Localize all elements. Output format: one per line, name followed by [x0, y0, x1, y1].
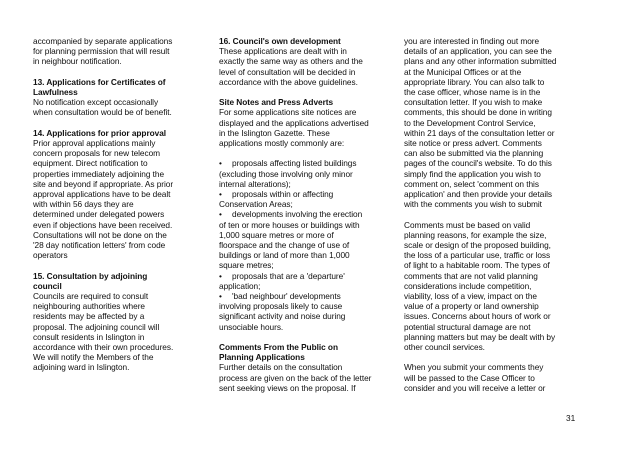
text-line	[219, 373, 395, 383]
heading-line	[33, 128, 211, 138]
line-text: value of a property or land ownership	[404, 301, 539, 312]
text-line	[33, 148, 211, 158]
bullet-icon: •	[219, 209, 222, 220]
line-text: even if objections have been received.	[33, 219, 173, 230]
line-text: viability, loss of a view, impact on the	[404, 291, 537, 302]
line-text: level of consultation will be decided in	[219, 66, 356, 77]
line-text: 14. Applications for prior approval	[33, 127, 167, 138]
text-line	[219, 260, 395, 270]
text-line	[219, 311, 395, 321]
line-text: Further details on the consultation	[219, 362, 343, 373]
line-text: comments, this should be done in writing	[404, 107, 552, 118]
line-text: exactly the same way as others and the	[219, 56, 363, 67]
paragraph-spacer	[33, 260, 211, 270]
paragraph	[219, 107, 395, 148]
heading-line	[33, 87, 211, 97]
line-text: We will notify the Members of the	[33, 352, 154, 363]
text-line	[33, 352, 211, 362]
line-text: 'bad neighbour' developments	[232, 291, 341, 302]
line-text: can also be submitted via the planning	[404, 148, 544, 159]
line-text: developments involving the erection	[232, 209, 363, 220]
line-text: proposals within or affecting	[232, 189, 334, 200]
paragraph-spacer	[219, 332, 395, 342]
text-line	[219, 56, 395, 66]
line-text: involving proposals likely to cause	[219, 301, 343, 312]
paragraph-spacer	[404, 209, 584, 219]
text-line	[404, 240, 584, 250]
heading-line	[33, 77, 211, 87]
line-text: consider and you will receive a letter or	[404, 382, 546, 393]
bullet-item	[219, 158, 395, 189]
line-text: accordance with the above guidelines.	[219, 76, 358, 87]
line-text: 16. Council's own development	[219, 36, 341, 46]
line-text: Comments must be based on valid	[404, 219, 531, 230]
section-heading	[33, 128, 211, 138]
paragraph-spacer	[33, 67, 211, 77]
text-line	[404, 118, 584, 128]
text-line	[219, 67, 395, 77]
text-line	[219, 77, 395, 87]
text-line	[404, 36, 584, 46]
line-text: scale or design of the proposed building,	[404, 240, 551, 251]
text-line	[33, 107, 211, 117]
line-text: at the Municipal Offices or at the	[404, 66, 522, 77]
bullet-item	[219, 189, 395, 209]
heading-line	[219, 97, 395, 107]
line-text: Comments From the Public on	[219, 342, 338, 353]
line-text: will be passed to the Case Officer to	[404, 372, 535, 383]
line-text: in the Islington Gazette. These	[219, 127, 330, 138]
line-text: other council services.	[404, 342, 485, 353]
line-text: with the comments you wish to submit	[404, 199, 542, 210]
text-line	[33, 332, 211, 342]
line-text: site and beyond if appropriate. As prior	[33, 178, 174, 189]
line-text: '28 day notification letters' from code	[33, 240, 166, 251]
paragraph	[219, 46, 395, 87]
text-line	[33, 199, 211, 209]
paragraph-spacer	[219, 148, 395, 158]
line-text: consult residents in Islington in	[33, 331, 145, 342]
line-text: unsociable hours.	[219, 321, 284, 332]
text-line	[219, 199, 395, 209]
text-line	[404, 291, 584, 301]
line-text: proposals affecting listed buildings	[232, 158, 357, 169]
paragraph	[33, 36, 211, 67]
text-line	[404, 138, 584, 148]
line-text: neighbouring authorities where	[33, 301, 145, 312]
line-text: comment on, select 'comment on this	[404, 178, 539, 189]
text-line	[219, 240, 395, 250]
text-line	[404, 301, 584, 311]
line-text: Site Notes and Press Adverts	[219, 97, 334, 108]
line-text: Consultations will not be done on the	[33, 229, 167, 240]
line-text: to the Development Control Service,	[404, 117, 536, 128]
line-text: operators	[33, 250, 68, 261]
text-line	[219, 118, 395, 128]
text-line	[219, 189, 395, 199]
paragraph	[33, 138, 211, 260]
text-line	[33, 158, 211, 168]
line-text: considerations include competition,	[404, 280, 532, 291]
line-text: proposal. The adjoining council will	[33, 321, 160, 332]
line-text: of light to a habitable room. The types of	[404, 260, 550, 271]
text-line	[404, 383, 584, 393]
text-line	[404, 148, 584, 158]
paragraph	[33, 291, 211, 373]
bullet-icon: •	[219, 270, 222, 281]
text-line	[404, 158, 584, 168]
text-line	[219, 322, 395, 332]
line-text: accordance with their own procedures.	[33, 342, 174, 353]
line-text: These applications are dealt with in	[219, 46, 347, 57]
line-text: Conservation Areas;	[219, 199, 293, 210]
text-line	[404, 128, 584, 138]
text-line	[219, 46, 395, 56]
text-line	[404, 332, 584, 342]
line-text: Councils are required to consult	[33, 291, 149, 302]
line-text: concern proposals for new telecom	[33, 148, 161, 159]
text-line	[219, 250, 395, 260]
section-heading	[33, 77, 211, 97]
line-text: when consultation would be of benefit.	[33, 107, 172, 118]
line-text: for planning permission that will result	[33, 46, 170, 57]
paragraph	[404, 36, 584, 209]
text-line	[219, 179, 395, 189]
text-line	[404, 179, 584, 189]
text-line	[33, 291, 211, 301]
text-line	[219, 128, 395, 138]
line-text: buildings or land of more than 1,000	[219, 250, 350, 261]
line-text: issues. Concerns about hours of work or	[404, 311, 551, 322]
line-text: internal alterations);	[219, 178, 291, 189]
line-text: properties immediately adjoining the	[33, 168, 165, 179]
line-text: 1,000 square metres or more of	[219, 229, 334, 240]
line-text: the case officer, whose name is in the	[404, 87, 541, 98]
paragraph-spacer	[219, 87, 395, 97]
text-line	[219, 301, 395, 311]
line-text: potential structural damage are not	[404, 321, 531, 332]
text-line	[404, 77, 584, 87]
section-heading	[219, 97, 395, 107]
section-heading	[33, 271, 211, 291]
text-line	[219, 271, 395, 281]
text-line	[33, 362, 211, 372]
text-line	[33, 250, 211, 260]
text-line	[33, 138, 211, 148]
line-text: approval applications have to be dealt	[33, 189, 171, 200]
text-line	[33, 220, 211, 230]
text-line	[404, 230, 584, 240]
text-line	[33, 301, 211, 311]
paragraph	[219, 362, 395, 393]
text-line	[219, 209, 395, 219]
text-line	[219, 230, 395, 240]
text-line	[219, 383, 395, 393]
text-line	[219, 220, 395, 230]
paragraph	[404, 220, 584, 353]
line-text: in neighbour notification.	[33, 56, 122, 67]
line-text: displayed and the applications advertised	[219, 117, 369, 128]
text-line	[33, 240, 211, 250]
text-line	[404, 250, 584, 260]
text-line	[33, 179, 211, 189]
line-text: For some applications site notices are	[219, 107, 357, 118]
line-text: you are interested in finding out more	[404, 36, 540, 46]
bullet-item	[219, 209, 395, 270]
line-text: site notice or press advert. Comments	[404, 138, 542, 149]
text-line	[219, 169, 395, 179]
paragraph	[33, 97, 211, 117]
bullet-icon: •	[219, 189, 222, 200]
line-text: 15. Consultation by adjoining	[33, 270, 148, 281]
text-line	[404, 56, 584, 66]
line-text: process are given on the back of the letter	[219, 372, 372, 383]
text-line	[404, 97, 584, 107]
line-text: equipment. Direct notification to	[33, 158, 148, 169]
text-line	[404, 362, 584, 372]
line-text: planning reasons, for example the size,	[404, 229, 547, 240]
line-text: applications mostly commonly are:	[219, 138, 345, 149]
bullet-item	[219, 291, 395, 332]
line-text: (excluding those involving only minor	[219, 168, 353, 179]
paragraph-spacer	[33, 118, 211, 128]
line-text: accompanied by separate applications	[33, 36, 173, 46]
line-text: 13. Applications for Certificates of	[33, 76, 166, 87]
text-line	[404, 107, 584, 117]
line-text: consultation letter. If you wish to make	[404, 97, 543, 108]
line-text: within 21 days of the consultation letter or	[404, 127, 555, 138]
text-line	[33, 36, 211, 46]
bullet-icon: •	[219, 291, 222, 302]
line-text: of ten or more houses or buildings with	[219, 219, 360, 230]
text-line	[404, 281, 584, 291]
column-1	[33, 36, 211, 373]
paragraph	[404, 362, 584, 393]
line-text: Lawfulness	[33, 87, 78, 97]
text-line	[219, 138, 395, 148]
line-text: simply find the application you wish to	[404, 168, 541, 179]
text-line	[404, 311, 584, 321]
text-line	[404, 271, 584, 281]
text-line	[33, 230, 211, 240]
text-line	[404, 189, 584, 199]
line-text: council	[33, 280, 62, 291]
line-text: the loss of a particular use, traffic or loss	[404, 250, 551, 261]
line-text: planning matters but may be dealt with by	[404, 331, 556, 342]
text-line	[219, 158, 395, 168]
text-line	[33, 322, 211, 332]
text-line	[404, 46, 584, 56]
text-line	[33, 56, 211, 66]
heading-line	[33, 271, 211, 281]
line-text: When you submit your comments they	[404, 362, 544, 373]
page-number: 31	[566, 413, 576, 423]
line-text: plans and any other information submitted	[404, 56, 557, 67]
text-line	[33, 311, 211, 321]
bullet-icon: •	[219, 158, 222, 169]
text-line	[404, 67, 584, 77]
line-text: details of an application, you can see the	[404, 46, 552, 57]
line-text: Prior approval applications mainly	[33, 138, 156, 148]
text-line	[404, 373, 584, 383]
text-line	[404, 199, 584, 209]
heading-line	[219, 36, 395, 46]
heading-line	[219, 342, 395, 352]
heading-line	[33, 281, 211, 291]
column-2	[219, 36, 395, 393]
text-line	[33, 209, 211, 219]
text-line	[404, 260, 584, 270]
text-line	[404, 87, 584, 97]
text-line	[219, 291, 395, 301]
text-line	[404, 220, 584, 230]
text-line	[404, 169, 584, 179]
text-line	[33, 46, 211, 56]
line-text: sent seeking views on the proposal. If	[219, 382, 356, 393]
section-heading	[219, 36, 395, 46]
text-line	[33, 169, 211, 179]
line-text: pages of the council's website. To do this	[404, 158, 552, 169]
line-text: comments that are not valid planning	[404, 270, 538, 281]
text-line	[33, 189, 211, 199]
section-heading	[219, 342, 395, 362]
line-text: application' and then provide your details	[404, 189, 553, 200]
text-line	[404, 342, 584, 352]
line-text: No notification except occasionally	[33, 97, 159, 108]
line-text: application;	[219, 280, 261, 291]
heading-line	[219, 352, 395, 362]
line-text: proposals that are a 'departure'	[232, 270, 345, 281]
line-text: residents may be affected by a	[33, 311, 145, 322]
text-line	[219, 107, 395, 117]
line-text: Planning Applications	[219, 352, 305, 363]
line-text: adjoining ward in Islington.	[33, 362, 130, 373]
bullet-item	[219, 271, 395, 291]
text-line	[219, 362, 395, 372]
line-text: determined under delegated powers	[33, 209, 165, 220]
text-line	[219, 281, 395, 291]
text-line	[404, 322, 584, 332]
line-text: appropriate library. You can also talk to	[404, 76, 545, 87]
line-text: significant activity and noise during	[219, 311, 346, 322]
paragraph-spacer	[404, 352, 584, 362]
line-text: floorspace and the change of use of	[219, 240, 350, 251]
text-line	[33, 342, 211, 352]
line-text: with within 56 days they are	[33, 199, 134, 210]
text-line	[33, 97, 211, 107]
line-text: square metres;	[219, 260, 274, 271]
column-3	[404, 36, 584, 393]
